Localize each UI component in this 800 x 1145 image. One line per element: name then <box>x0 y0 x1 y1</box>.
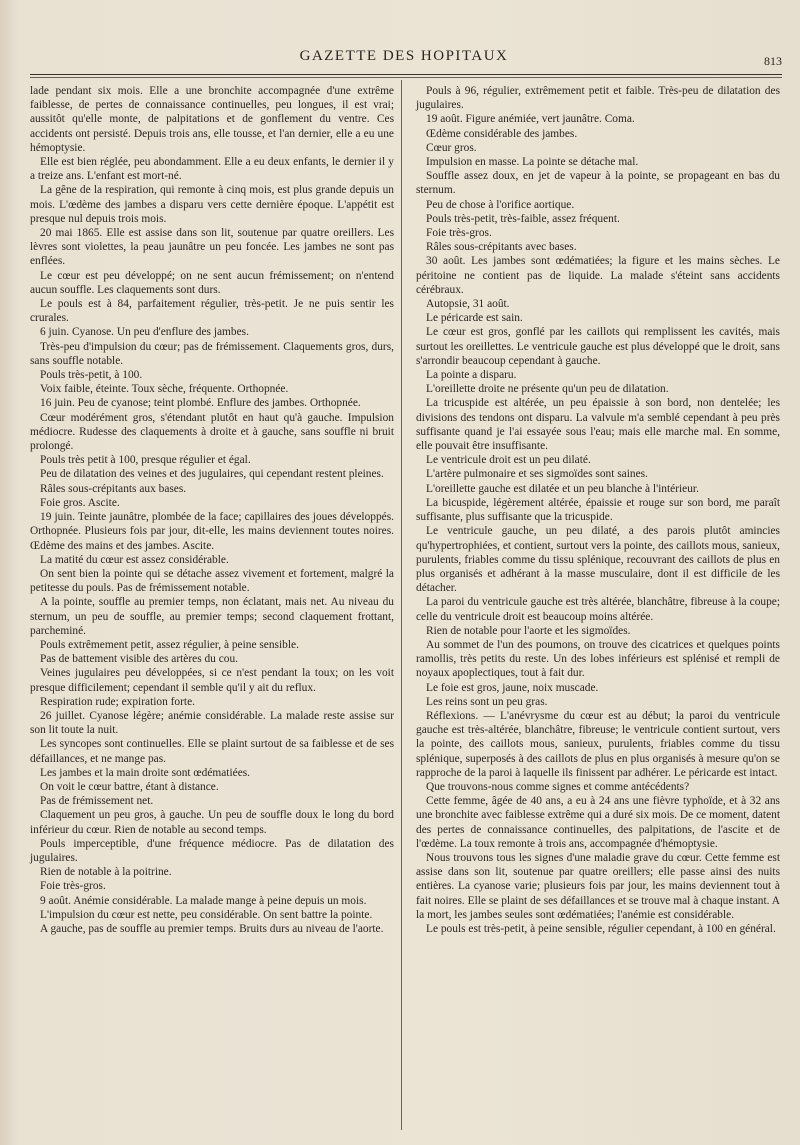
right-column <box>416 84 780 936</box>
paragraph: On voit le cœur battre, étant à distance. <box>40 780 219 793</box>
paragraph: Respiration rude; expiration forte. <box>40 695 195 708</box>
header-rule <box>30 74 782 75</box>
paragraph: 19 août. Figure anémiée, vert jaunâtre. Coma. <box>426 113 635 126</box>
page-number: 813 <box>764 54 782 68</box>
paragraph: Pouls très-petit, à 100. <box>40 369 143 382</box>
paragraph: Elle est bien réglée, peu abondamment. Elle a eu deux enfants, le dernier il y a treize ans. L'enfant est mort-né. <box>30 156 394 183</box>
paragraph: Peu de chose à l'orifice aortique. <box>426 198 575 211</box>
paragraph: La matité du cœur est assez considérable. <box>40 553 229 566</box>
paragraph: Peu de dilatation des veines et des jugulaires, qui cependant restent pleines. <box>40 468 384 481</box>
paragraph: 26 juillet. Cyanose légère; anémie considérable. La malade reste assise sur son lit toute la nuit. <box>30 709 394 737</box>
paragraph: Cette femme, âgée de 40 ans, a eu à 24 ans une fièvre typhoïde, et à 32 ans une bronchite avec faiblesse extrême qui a duré six mois. De ce moment, datent des pertes de connaissance continuelles, des palpitations, de l'ascite et de l'œdème. La toux remonte à trois ans, accompagnée d'hémoptysie. <box>416 795 780 850</box>
paragraph: Souffle assez doux, en jet de vapeur à la pointe, se propageant en bas du sternum. <box>416 170 780 197</box>
header-rule-thin <box>30 77 782 78</box>
paragraph: L'oreillette droite ne présente qu'un peu de dilatation. <box>426 383 669 396</box>
paragraph: Pas de battement visible des artères du cou. <box>40 653 239 666</box>
paragraph: Pouls imperceptible, d'une fréquence médiocre. Pas de dilatation des jugulaires. <box>30 837 394 864</box>
paragraph: Que trouvons-nous comme signes et comme antécédents? <box>426 780 690 793</box>
paragraph: L'impulsion du cœur est nette, peu considérable. On sent battre la pointe. <box>40 908 373 921</box>
paragraph: Rien de notable pour l'aorte et les sigmoïdes. <box>426 624 631 637</box>
paragraph: lade pendant six mois. Elle a une bronchite accompagnée d'une extrême faiblesse, de pertes de connaissance continuelles, peu longues, il est vrai; aussitôt qu'elle monte, de palpitations et de gonflement du ventre. Ces accidents ont persisté. Depuis trois ans, elle tousse, et l'an dernier, elle a eu une hémoptysie. <box>30 85 394 154</box>
paragraph: Foie très-gros. <box>40 880 106 893</box>
paragraph: Voix faible, éteinte. Toux sèche, fréquente. Orthopnée. <box>40 383 289 396</box>
paragraph: Râles sous-crépitants aux bases. <box>40 482 187 495</box>
paragraph: La gêne de la respiration, qui remonte à cinq mois, est plus grande depuis un mois. L'œdème des jambes a disparu vers cette dernière époque. L'appétit est presque nul depuis trois mois. <box>30 184 394 225</box>
paragraph: Cœur modérément gros, s'étendant plutôt en haut qu'à gauche. Impulsion médiocre. Rudesse des claquements à droite et à gauche, sans souffle ni bruit prolongé. <box>30 411 394 453</box>
paragraph: La tricuspide est altérée, un peu épaissie à son bord, non dentelée; les divisions des tendons ont disparu. La valvule m'a semblé cependant à peu près suffisante quand je l'ai essayée sous l'eau; mais elle marche mal. En somme, elle pouvait être insuffisante. <box>416 397 780 453</box>
paragraph: 20 mai 1865. Elle est assise dans son lit, soutenue par quatre oreillers. Les lèvres sont violettes, la peau jaunâtre un peu foncée. Les jambes ne sont pas enflées. <box>30 227 394 268</box>
paragraph: Autopsie, 31 août. <box>426 298 510 311</box>
paragraph: Œdème considérable des jambes. <box>426 127 578 140</box>
paragraph: 6 juin. Cyanose. Un peu d'enflure des jambes. <box>40 326 249 339</box>
paragraph: La bicuspide, légèrement altérée, épaissie et rouge sur son bord, me paraît suffisante, plus suffisante que la tricuspide. <box>416 496 780 524</box>
paragraph: Le cœur est gros, gonflé par les caillots qui remplissent les cavités, mais surtout les oreillettes. Le ventricule gauche est plus développé que le droit, sans s'arrondir beaucoup cependant à gauche. <box>416 326 780 367</box>
paragraph: Pouls très-petit, très-faible, assez fréquent. <box>426 212 620 225</box>
paragraph: Foie gros. Ascite. <box>40 496 120 509</box>
paragraph: Le ventricule droit est un peu dilaté. <box>426 454 591 467</box>
paragraph: Les syncopes sont continuelles. Elle se plaint surtout de sa faiblesse et de ses défaillances, et ne mange pas. <box>30 738 394 765</box>
paragraph: Nous trouvons tous les signes d'une maladie grave du cœur. Cette femme est assise dans son lit, soutenue par quatre oreillers; elle passe ainsi des nuits entières. La cyanose varie; plusieurs fois par jour, les mains deviennent tout à fait noires. Elle se plaint de ses défaillances et se trouve mal à chaque instant. A la mort, les jambes seules sont œdématiées; l'anémie est considérable. <box>416 851 780 921</box>
journal-title: GAZETTE DES HOPITAUX <box>299 48 509 64</box>
page-header <box>24 44 784 74</box>
paragraph: L'artère pulmonaire et ses sigmoïdes sont saines. <box>426 468 648 481</box>
paragraph: On sent bien la pointe qui se détache assez vivement et fortement, malgré la petitesse du pouls. Pas de frémissement notable. <box>30 567 394 595</box>
paragraph: Le cœur est peu développé; on ne sent aucun frémissement; on n'entend aucun souffle. Les claquements sont durs. <box>30 269 394 296</box>
paragraph: Pouls à 96, régulier, extrêmement petit et faible. Très-peu de dilatation des jugulaires. <box>416 85 780 112</box>
paragraph: Le foie est gros, jaune, noix muscade. <box>426 681 599 694</box>
paragraph: Veines jugulaires peu développées, si ce n'est pendant la toux; on les voit presque difficilement; cependant il semble qu'il y ait du reflux. <box>30 667 394 694</box>
paragraph: Pas de frémissement net. <box>40 795 154 808</box>
paragraph: 30 août. Les jambes sont œdématiées; la figure et les mains sèches. Le péritoine ne contient pas de liquide. La malade s'éteint sans accidents cérébraux. <box>416 255 780 296</box>
paragraph: Le ventricule gauche, un peu dilaté, a des parois plutôt amincies qu'hypertrophiées, et contient, surtout vers la pointe, des caillots mous, sanieux, purulents, friables comme du tissu splénique, recouvrant des caillots de plus en plus organisés et adhérant à la masse musculaire, dont il est difficile de les détacher. <box>416 525 780 595</box>
paragraph: Cœur gros. <box>426 141 477 154</box>
paragraph: A gauche, pas de souffle au premier temps. Bruits durs au niveau de l'aorte. <box>40 922 384 935</box>
left-column <box>30 84 394 936</box>
paragraph: Réflexions. — L'anévrysme du cœur est au début; la paroi du ventricule gauche est très-altérée, blanchâtre, fibreuse; le ventricule contient surtout, vers la pointe, des caillots mous, sanieux, purulents, friables comme du tissu splénique, superposés à des caillots de plus en plus organisés à mesure qu'on se rapproche de la paroi à laquelle ils finissent par adhérer. Le péricarde est intact. <box>416 709 780 779</box>
paragraph: Râles sous-crépitants avec bases. <box>426 241 577 254</box>
paragraph: 9 août. Anémie considérable. La malade mange à peine depuis un mois. <box>40 894 367 907</box>
paragraph: A la pointe, souffle au premier temps, non éclatant, mais net. Au niveau du sternum, un peu de souffle, au premier temps; second claquement frottant, parcheminé. <box>30 596 394 637</box>
paragraph: Impulsion en masse. La pointe se détache mal. <box>426 156 639 169</box>
paragraph: Pouls extrêmement petit, assez régulier, à peine sensible. <box>40 638 299 651</box>
paragraph: Foie très-gros. <box>426 227 492 240</box>
paragraph: Claquement un peu gros, à gauche. Un peu de souffle doux le long du bord inférieur du cœur. Rien de notable au second temps. <box>30 809 394 836</box>
paragraph: 16 juin. Peu de cyanose; teint plombé. Enflure des jambes. Orthopnée. <box>40 397 361 410</box>
paragraph: Rien de notable à la poitrine. <box>40 866 172 879</box>
paragraph: Au sommet de l'un des poumons, on trouve des cicatrices et quelques points ramollis, très petits du reste. Un des lobes inférieurs est splénisé et rempli de noyaux apoplectiques, tout à fait dur. <box>416 638 780 680</box>
paragraph: Le pouls est très-petit, à peine sensible, régulier cependant, à 100 en général. <box>426 922 776 935</box>
paragraph: Pouls très petit à 100, presque régulier et égal. <box>40 454 251 467</box>
paragraph: L'oreillette gauche est dilatée et un peu blanche à l'intérieur. <box>426 482 699 495</box>
paragraph: La paroi du ventricule gauche est très altérée, blanchâtre, fibreuse à la coupe; celle du ventricule droit est beaucoup moins altérée. <box>416 596 780 623</box>
paragraph: Le péricarde est sain. <box>426 312 523 325</box>
paragraph: Très-peu d'impulsion du cœur; pas de frémissement. Claquements gros, durs, sans souffle notable. <box>30 340 394 367</box>
paragraph: 19 juin. Teinte jaunâtre, plombée de la face; capillaires des joues développés. Orthopnée. Plusieurs fois par jour, dit-elle, les mains deviennent toutes noires. Œdème des mains et des jambes. Ascite. <box>30 511 394 552</box>
paragraph: Les jambes et la main droite sont œdématiées. <box>40 766 251 779</box>
column-divider <box>401 80 402 1130</box>
paragraph: Les reins sont un peu gras. <box>426 695 548 708</box>
paragraph: La pointe a disparu. <box>426 369 517 382</box>
paragraph: Le pouls est à 84, parfaitement régulier, très-petit. Je ne puis sentir les crurales. <box>30 298 394 325</box>
